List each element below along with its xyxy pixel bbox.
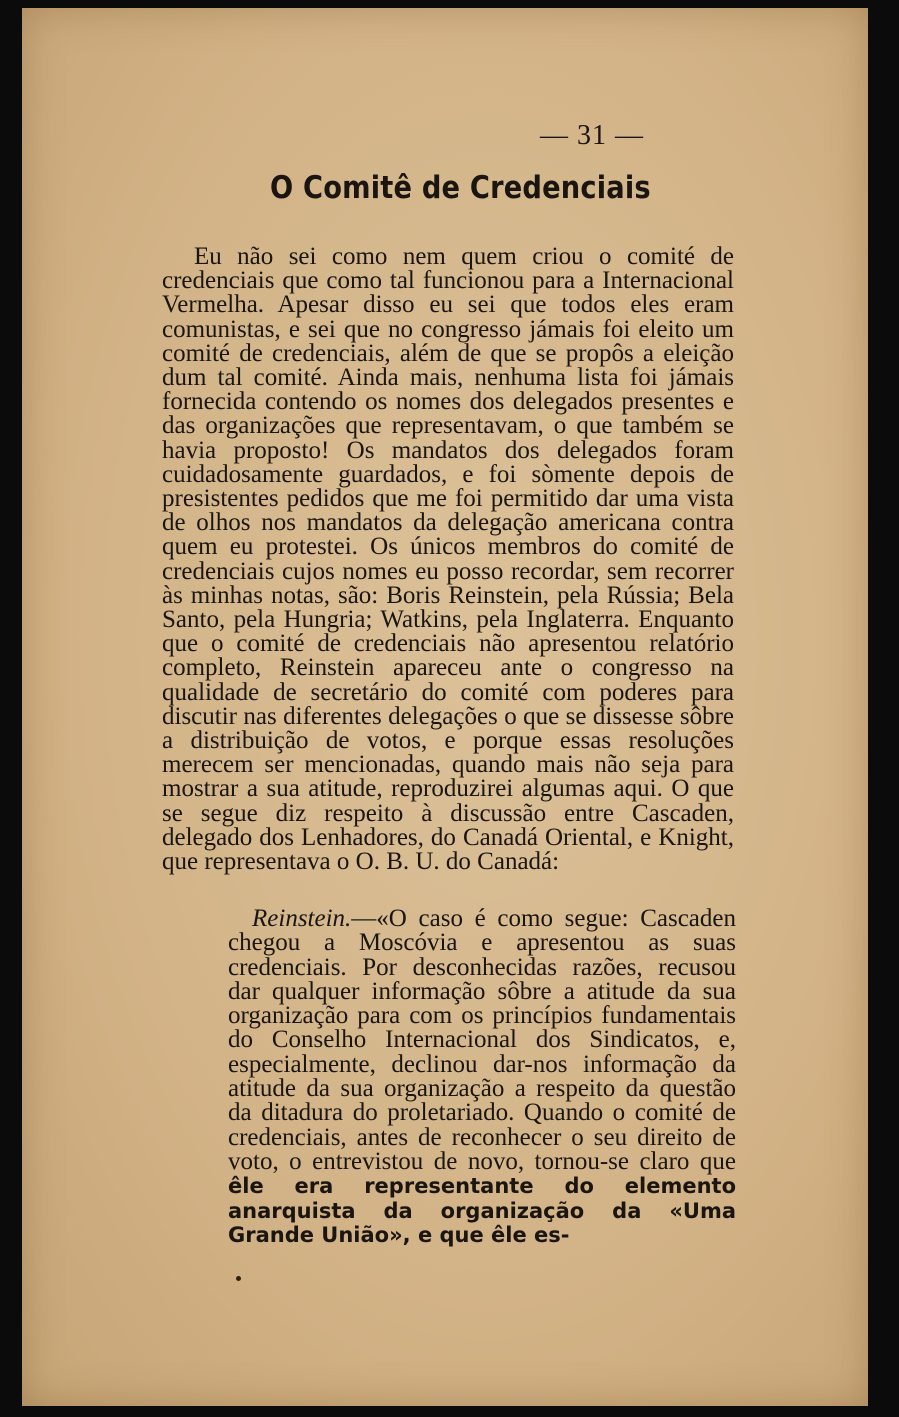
quote-paragraph: [228, 907, 736, 1247]
chapter-title: O Comitê de Credenciais: [270, 170, 651, 206]
quote-emphasis: êle era representante do elemento anarquista da organização da «Uma Grande União», e que êle es-: [228, 1174, 736, 1247]
body-paragraph: Eu não sei como nem quem criou o comité de credenciais que como tal funcionou para a Internacional Vermelha. Apesar disso eu sei que todos eles eram comunistas, e sei que no congresso jámais foi eleito um comité de credenciais, além de que se propôs a eleição dum tal comité. Ainda mais, nenhuma lista foi jámais fornecida contendo os nomes dos delegados presentes e das organizações que representavam, o que também se havia proposto! Os mandatos dos delegados foram cuidadosamente guardados, e foi sòmente depois de presistentes pedidos que me foi permitido dar uma vista de olhos nos mandatos da delegação americana contra quem eu protestei. Os únicos membros do comité de credenciais cujos nomes eu posso recordar, sem recorrer às minhas notas, são: Boris Reinstein, pela Rússia; Bela Santo, pela Hungria; Watkins, pela Inglaterra. Enquanto que o comité de credenciais não apresentou relatório completo, Reinstein apareceu ante o congresso na qualidade de secretário do comité com poderes para discutir nas diferentes delegações o que se dissesse sôbre a distribuição de votos, e porque essas resoluções merecem ser mencionadas, quando mais não seja para mostrar a sua atitude, reproduzirei algumas aqui. O que se segue diz respeito à discussão entre Cascaden, delegado dos Lenhadores, do Canadá Oriental, e Knight, que representava o O. B. U. do Canadá:: [162, 243, 734, 876]
quote-speaker: Reinstein.: [252, 905, 352, 932]
book-page: [22, 8, 868, 1406]
ink-dot: [236, 1276, 241, 1281]
page-number: — 31 —: [540, 120, 644, 151]
quote-text: —«O caso é como segue: Cascaden chegou a Moscóvia e apresentou as suas credenciais. Por desconhecidas razões, recusou dar qualquer informação sôbre a atitude da sua organização para com os princípios fundamentais do Conselho Internacional dos Sindicatos, e, especialmente, declinou dar-nos informação da atitude da sua organização a respeito da questão da ditadura do proletariado. Quando o comité de credenciais, antes de reconhecer o seu direito de voto, o entrevistou de novo, tornou-se claro que: [228, 905, 736, 1175]
